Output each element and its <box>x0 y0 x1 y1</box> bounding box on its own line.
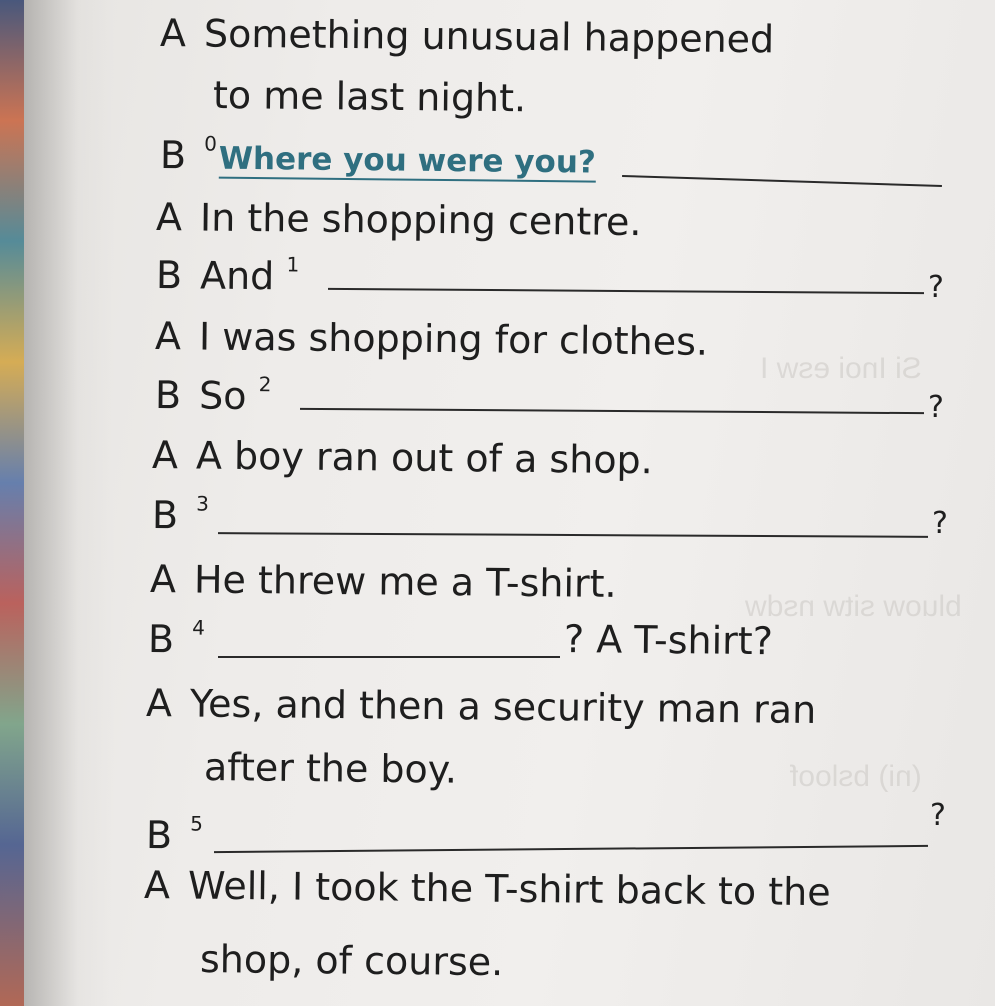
line-text: Yes, and then a security man ran <box>189 681 817 733</box>
question-mark: ? <box>930 798 946 833</box>
dialogue-line <box>200 936 504 985</box>
speaker-label: A <box>143 863 171 908</box>
dialogue-line <box>156 194 642 245</box>
dialogue-line <box>204 744 457 793</box>
line-text: shop, of course. <box>199 937 504 985</box>
question-mark: ? <box>928 270 944 305</box>
speaker-label: B <box>154 373 182 418</box>
line-text: to me last night. <box>212 73 527 121</box>
question-mark: ? <box>932 506 948 541</box>
speaker-label: A <box>154 314 182 359</box>
dialogue-line <box>155 313 708 365</box>
line-text: after the boy. <box>203 745 458 792</box>
dialogue-line <box>160 10 775 62</box>
speaker-label: A <box>149 557 177 602</box>
bleed-through-text: bluow sitw nsdw <box>745 590 962 623</box>
line-text: And <box>199 253 275 299</box>
question-number: 3 <box>196 491 210 516</box>
speaker-label: B <box>145 813 173 858</box>
bleed-through-text: Si Inoi esw I <box>760 352 922 385</box>
bleed-through-text: (ni) bsloof <box>790 760 922 793</box>
answer-line <box>622 175 942 187</box>
line-text: He threw me a T-shirt. <box>193 557 617 606</box>
speaker-label: A <box>145 681 173 726</box>
dialogue-line <box>146 680 817 733</box>
example-answer: Where you were you? <box>218 140 597 181</box>
speaker-label: B <box>147 617 175 662</box>
line-text: Well, I took the T-shirt back to the <box>187 863 831 915</box>
page-gutter-shadow <box>24 0 114 1006</box>
line-text: I was shopping for clothes. <box>198 314 709 364</box>
speaker-label: A <box>151 433 179 478</box>
answer-blank-2[interactable] <box>300 408 924 414</box>
dialogue-line <box>213 72 527 121</box>
answer-blank-1[interactable] <box>328 288 924 294</box>
question-number: 0 <box>204 131 218 156</box>
dialogue-line <box>150 556 617 607</box>
dialogue-line <box>156 252 302 306</box>
question-number: 2 <box>258 372 272 397</box>
line-text: In the shopping centre. <box>199 195 642 245</box>
line-text: A boy ran out of a shop. <box>195 433 654 483</box>
dialogue-line <box>146 812 205 865</box>
line-text: Something unusual happened <box>203 11 775 62</box>
book-spine <box>0 0 24 1006</box>
question-number: 5 <box>190 811 204 836</box>
line-text: So <box>198 373 247 418</box>
speaker-label: B <box>159 133 187 178</box>
speaker-label: B <box>151 493 179 538</box>
answer-blank-5[interactable] <box>214 845 928 853</box>
question-number: 1 <box>286 252 300 277</box>
dialogue-line <box>152 492 211 545</box>
speaker-label: A <box>159 11 187 56</box>
speaker-label: B <box>155 253 183 298</box>
dialogue-line <box>152 432 653 483</box>
line-text: ? A T-shirt? <box>563 617 774 664</box>
speaker-label: A <box>155 195 183 240</box>
question-number: 4 <box>192 615 206 640</box>
answer-blank-3[interactable] <box>218 532 928 538</box>
question-mark: ? <box>928 390 944 425</box>
dialogue-line <box>148 616 207 669</box>
dialogue-line <box>160 132 596 189</box>
dialogue-line <box>155 372 274 425</box>
answer-blank-4[interactable] <box>218 656 560 658</box>
dialogue-line <box>144 862 831 915</box>
